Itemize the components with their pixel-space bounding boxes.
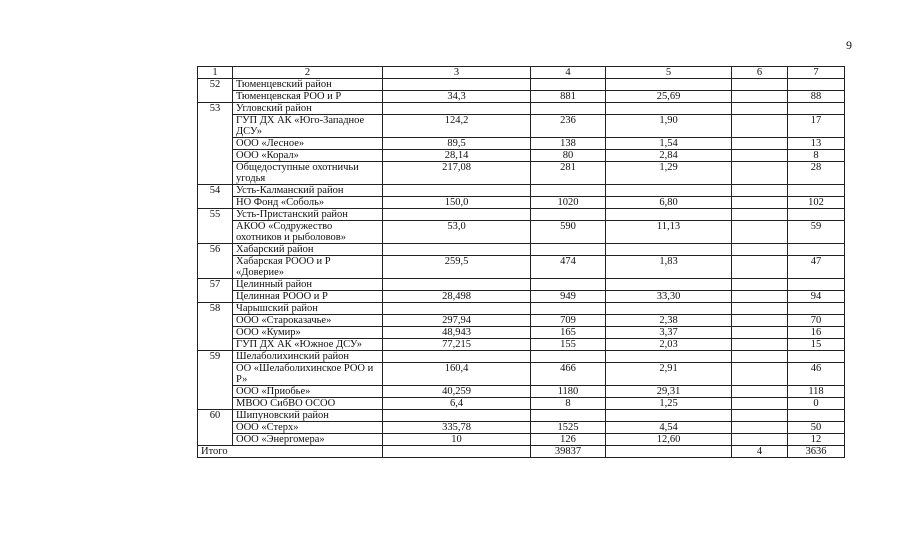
- cell-col6: [732, 162, 788, 185]
- table-row: [198, 398, 845, 410]
- empty-cell: [531, 410, 606, 422]
- empty-cell: [788, 410, 845, 422]
- cell-col5: 11,13: [606, 221, 732, 244]
- cell-col3: 160,4: [383, 363, 531, 386]
- cell-col3: 259,5: [383, 256, 531, 279]
- empty-cell: [732, 185, 788, 197]
- district-row: [198, 351, 845, 363]
- cell-col5: 12,60: [606, 434, 732, 446]
- cell-col4: 1020: [531, 197, 606, 209]
- cell-col3: 28,14: [383, 150, 531, 162]
- cell-col4: 466: [531, 363, 606, 386]
- row-number: 52: [198, 79, 233, 103]
- cell-col7: 0: [788, 398, 845, 410]
- district-name: Хабарский район: [233, 244, 383, 256]
- row-number: 57: [198, 279, 233, 303]
- organization-name: НО Фонд «Соболь»: [233, 197, 383, 209]
- cell-col4: 949: [531, 291, 606, 303]
- cell-col6: [732, 138, 788, 150]
- data-table: [197, 66, 845, 458]
- cell-col7: 28: [788, 162, 845, 185]
- cell-col5: 2,84: [606, 150, 732, 162]
- table-row: [198, 256, 845, 279]
- district-name: Усть-Пристанский район: [233, 209, 383, 221]
- district-row: [198, 79, 845, 91]
- cell-col3: 53,0: [383, 221, 531, 244]
- cell-col7: 59: [788, 221, 845, 244]
- organization-name: ГУП ДХ АК «Юго-Западное ДСУ»: [233, 115, 383, 138]
- cell-col7: 70: [788, 315, 845, 327]
- row-number: 56: [198, 244, 233, 279]
- cell-col6: [732, 256, 788, 279]
- cell-col4: 155: [531, 339, 606, 351]
- cell-col7: 50: [788, 422, 845, 434]
- cell-col5: 1,29: [606, 162, 732, 185]
- empty-cell: [531, 79, 606, 91]
- total-col4: 39837: [531, 446, 606, 458]
- empty-cell: [788, 303, 845, 315]
- total-row: [198, 446, 845, 458]
- organization-name: Хабарская РООО и Р «Доверие»: [233, 256, 383, 279]
- total-col3: [383, 446, 531, 458]
- table-row: [198, 91, 845, 103]
- cell-col7: 46: [788, 363, 845, 386]
- empty-cell: [788, 185, 845, 197]
- cell-col4: 165: [531, 327, 606, 339]
- cell-col6: [732, 150, 788, 162]
- cell-col7: 15: [788, 339, 845, 351]
- empty-cell: [606, 79, 732, 91]
- cell-col5: 6,80: [606, 197, 732, 209]
- organization-name: ООО «Приобье»: [233, 386, 383, 398]
- empty-cell: [732, 103, 788, 115]
- empty-cell: [732, 351, 788, 363]
- column-header: 1: [198, 67, 233, 79]
- organization-name: Тюменцевская РОО и Р: [233, 91, 383, 103]
- empty-cell: [606, 209, 732, 221]
- cell-col4: 474: [531, 256, 606, 279]
- cell-col7: 102: [788, 197, 845, 209]
- cell-col5: 33,30: [606, 291, 732, 303]
- cell-col6: [732, 363, 788, 386]
- empty-cell: [383, 103, 531, 115]
- empty-cell: [788, 209, 845, 221]
- empty-cell: [732, 209, 788, 221]
- cell-col3: 28,498: [383, 291, 531, 303]
- empty-cell: [732, 79, 788, 91]
- cell-col3: 40,259: [383, 386, 531, 398]
- table-row: [198, 291, 845, 303]
- cell-col4: 709: [531, 315, 606, 327]
- total-label: Итого: [198, 446, 383, 458]
- empty-cell: [606, 351, 732, 363]
- row-number: 60: [198, 410, 233, 446]
- district-row: [198, 279, 845, 291]
- organization-name: ООО «Лесное»: [233, 138, 383, 150]
- organization-name: АКОО «Содружество охотников и рыболовов»: [233, 221, 383, 244]
- empty-cell: [606, 279, 732, 291]
- table-row: [198, 150, 845, 162]
- empty-cell: [788, 244, 845, 256]
- cell-col3: 10: [383, 434, 531, 446]
- empty-cell: [383, 279, 531, 291]
- cell-col3: 297,94: [383, 315, 531, 327]
- cell-col4: 1180: [531, 386, 606, 398]
- cell-col6: [732, 115, 788, 138]
- cell-col4: 236: [531, 115, 606, 138]
- cell-col7: 16: [788, 327, 845, 339]
- district-name: Усть-Калманский район: [233, 185, 383, 197]
- cell-col4: 281: [531, 162, 606, 185]
- cell-col6: [732, 221, 788, 244]
- total-col5: [606, 446, 732, 458]
- district-name: Тюменцевский район: [233, 79, 383, 91]
- empty-cell: [788, 79, 845, 91]
- organization-name: ООО «Староказачье»: [233, 315, 383, 327]
- cell-col3: 6,4: [383, 398, 531, 410]
- cell-col3: 124,2: [383, 115, 531, 138]
- district-row: [198, 244, 845, 256]
- cell-col4: 126: [531, 434, 606, 446]
- table-row: [198, 339, 845, 351]
- organization-name: ООО «Энергомера»: [233, 434, 383, 446]
- cell-col4: 1525: [531, 422, 606, 434]
- empty-cell: [606, 303, 732, 315]
- table-row: [198, 386, 845, 398]
- cell-col7: 47: [788, 256, 845, 279]
- organization-name: МВОО СибВО ОСОО: [233, 398, 383, 410]
- empty-cell: [732, 410, 788, 422]
- empty-cell: [732, 303, 788, 315]
- empty-cell: [383, 410, 531, 422]
- empty-cell: [383, 185, 531, 197]
- cell-col7: 94: [788, 291, 845, 303]
- cell-col5: 2,38: [606, 315, 732, 327]
- empty-cell: [732, 279, 788, 291]
- cell-col4: 138: [531, 138, 606, 150]
- district-row: [198, 303, 845, 315]
- table-row: [198, 197, 845, 209]
- row-number: 54: [198, 185, 233, 209]
- cell-col7: 8: [788, 150, 845, 162]
- column-header: 3: [383, 67, 531, 79]
- table-row: [198, 115, 845, 138]
- cell-col4: 8: [531, 398, 606, 410]
- empty-cell: [606, 103, 732, 115]
- table-row: [198, 363, 845, 386]
- organization-name: ООО «Кумир»: [233, 327, 383, 339]
- empty-cell: [383, 351, 531, 363]
- empty-cell: [732, 244, 788, 256]
- cell-col3: 217,08: [383, 162, 531, 185]
- total-col7: 3636: [788, 446, 845, 458]
- row-number: 55: [198, 209, 233, 244]
- district-name: Угловский район: [233, 103, 383, 115]
- column-header: 7: [788, 67, 845, 79]
- cell-col6: [732, 197, 788, 209]
- district-name: Чарышский район: [233, 303, 383, 315]
- empty-cell: [531, 103, 606, 115]
- table-row: [198, 422, 845, 434]
- cell-col7: 88: [788, 91, 845, 103]
- column-header: 6: [732, 67, 788, 79]
- column-header: 2: [233, 67, 383, 79]
- table-row: [198, 315, 845, 327]
- cell-col6: [732, 339, 788, 351]
- cell-col5: 29,31: [606, 386, 732, 398]
- cell-col7: 17: [788, 115, 845, 138]
- organization-name: ОО «Шелаболихинское РОО и Р»: [233, 363, 383, 386]
- cell-col5: 25,69: [606, 91, 732, 103]
- table-row: [198, 221, 845, 244]
- cell-col4: 80: [531, 150, 606, 162]
- cell-col4: 590: [531, 221, 606, 244]
- table-body: [198, 67, 845, 458]
- cell-col5: 1,83: [606, 256, 732, 279]
- district-row: [198, 185, 845, 197]
- table-row: [198, 162, 845, 185]
- row-number: 53: [198, 103, 233, 185]
- header-row: [198, 67, 845, 79]
- cell-col3: 335,78: [383, 422, 531, 434]
- organization-name: ГУП ДХ АК «Южное ДСУ»: [233, 339, 383, 351]
- organization-name: ООО «Корал»: [233, 150, 383, 162]
- cell-col5: 3,37: [606, 327, 732, 339]
- table-row: [198, 434, 845, 446]
- empty-cell: [531, 185, 606, 197]
- cell-col5: 1,25: [606, 398, 732, 410]
- empty-cell: [383, 303, 531, 315]
- empty-cell: [531, 303, 606, 315]
- cell-col6: [732, 291, 788, 303]
- cell-col6: [732, 422, 788, 434]
- cell-col4: 881: [531, 91, 606, 103]
- cell-col3: 89,5: [383, 138, 531, 150]
- row-number: 58: [198, 303, 233, 351]
- cell-col6: [732, 315, 788, 327]
- cell-col5: 2,03: [606, 339, 732, 351]
- empty-cell: [383, 209, 531, 221]
- cell-col7: 13: [788, 138, 845, 150]
- organization-name: Целинная РООО и Р: [233, 291, 383, 303]
- cell-col3: 77,215: [383, 339, 531, 351]
- cell-col7: 12: [788, 434, 845, 446]
- cell-col5: 1,54: [606, 138, 732, 150]
- empty-cell: [531, 244, 606, 256]
- empty-cell: [383, 79, 531, 91]
- empty-cell: [531, 351, 606, 363]
- cell-col6: [732, 386, 788, 398]
- district-row: [198, 209, 845, 221]
- district-name: Целинный район: [233, 279, 383, 291]
- cell-col6: [732, 398, 788, 410]
- cell-col3: 150,0: [383, 197, 531, 209]
- cell-col7: 118: [788, 386, 845, 398]
- district-row: [198, 103, 845, 115]
- empty-cell: [788, 103, 845, 115]
- page-number: 9: [846, 38, 852, 52]
- empty-cell: [788, 279, 845, 291]
- cell-col6: [732, 434, 788, 446]
- district-row: [198, 410, 845, 422]
- empty-cell: [788, 351, 845, 363]
- row-number: 59: [198, 351, 233, 410]
- column-header: 4: [531, 67, 606, 79]
- table-row: [198, 327, 845, 339]
- empty-cell: [606, 185, 732, 197]
- empty-cell: [606, 410, 732, 422]
- cell-col6: [732, 91, 788, 103]
- organization-name: ООО «Стерх»: [233, 422, 383, 434]
- empty-cell: [383, 244, 531, 256]
- organization-name: Общедоступные охотничьи угодья: [233, 162, 383, 185]
- cell-col3: 48,943: [383, 327, 531, 339]
- total-col6: 4: [732, 446, 788, 458]
- empty-cell: [531, 209, 606, 221]
- table-row: [198, 138, 845, 150]
- empty-cell: [606, 244, 732, 256]
- empty-cell: [531, 279, 606, 291]
- cell-col3: 34,3: [383, 91, 531, 103]
- cell-col6: [732, 327, 788, 339]
- cell-col5: 4,54: [606, 422, 732, 434]
- cell-col5: 1,90: [606, 115, 732, 138]
- column-header: 5: [606, 67, 732, 79]
- district-name: Шелаболихинский район: [233, 351, 383, 363]
- cell-col5: 2,91: [606, 363, 732, 386]
- district-name: Шипуновский район: [233, 410, 383, 422]
